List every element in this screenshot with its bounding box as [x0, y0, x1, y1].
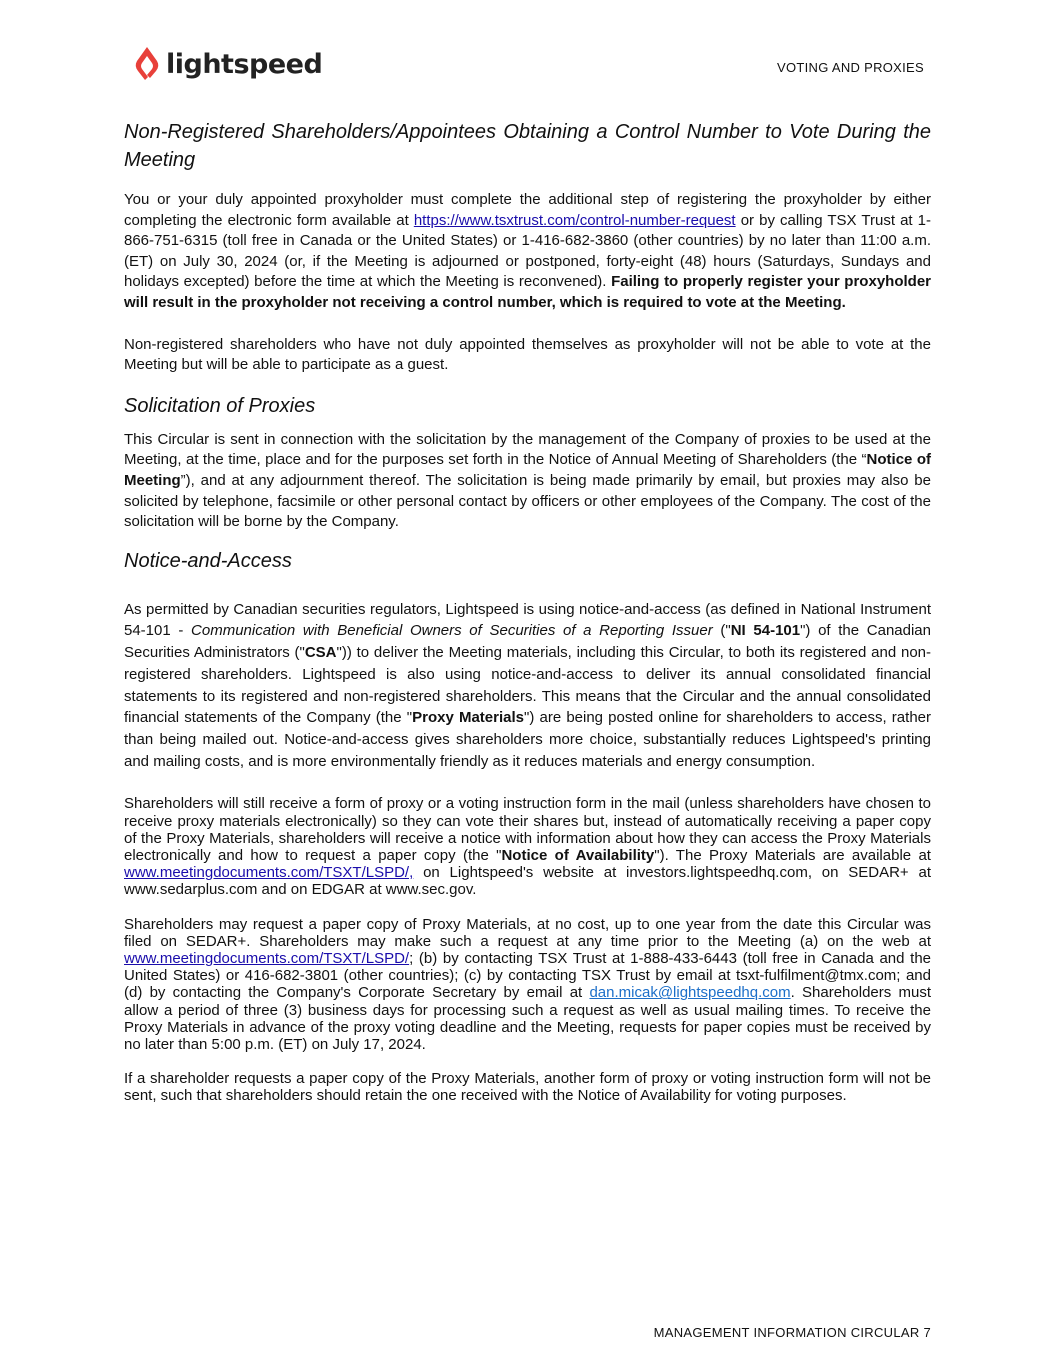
text: You or your duly appointed proxyholder must complete the additional step of registering the proxyholder by either completing the electronic form available at: [124, 191, 931, 229]
text: As permitted by Canadian securities regulators, Lightspeed is using notice-and-access (as defined in National Instrument 54-101 -: [124, 600, 931, 640]
text: Shareholders will still receive a form of proxy or a voting instruction form in the mail (unless shareholders have chosen to receive proxy materials electronically) so they can vote their shares but, instead of automatically receiving a paper copy of the Proxy Materials, shareholders will receive a notice with information about how they can access the Proxy Materials electronically and how to request a paper copy (the ": [124, 795, 931, 864]
text: "). The Proxy Materials are available at: [654, 846, 931, 864]
logo-wordmark: lightspeed: [166, 48, 323, 80]
text: ; (b) by contacting TSX Trust at 1-888-433-6443 (toll free in Canada and the United States) or 416-682-3801 (other countries); (c) by contacting TSX Trust by email at tsxt-fulfilment@tmx.com; and (d) by contacting the Company's Corporate Secretary by email at: [124, 949, 931, 1002]
lightspeed-logo: [134, 46, 322, 82]
text: or by calling TSX Trust at 1-866-751-6315 (toll free in Canada or the United States) or 1-416-682-3860 (other countries) by no later than 11:00 a.m. (ET) on July 30, 2024 (or, if the Meeting is adjourned or postponed, forty-eight (48) hours (Saturdays, Sundays and holidays excepted) before the time at which the Meeting is reconvened).: [124, 211, 932, 291]
bold-term: Notice of Availability: [501, 846, 655, 864]
document-body: [124, 118, 931, 1105]
text: . Shareholders must allow a period of three (3) business days for processing such a request as well as usual mailing times. To receive the Proxy Materials in advance of the proxy voting deadline and the Meeting, requests for paper copies must be received by no later than 5:00 p.m. (ET) on July 17, 2024.: [124, 984, 931, 1053]
flame-icon: [134, 46, 160, 82]
bold-warning: Failing to properly register your proxyholder will result in the proxyholder not receiving a control number, which is required to vote at the Meeting.: [124, 273, 931, 311]
text: ") are being posted online for shareholders to access, rather than being mailed out. Notice-and-access gives shareholders more choice, substantially reduces Lightspeed's printing and mailing costs, and is more environmentally friendly as it reduces materials and energy consumption.: [124, 709, 931, 770]
control-number-link[interactable]: https://www.tsxtrust.com/control-number-request: [413, 211, 736, 229]
secretary-email-link[interactable]: dan.micak@lightspeedhq.com: [589, 984, 791, 1002]
text: Shareholders may request a paper copy of Proxy Materials, at no cost, up to one year from the date this Circular was filed on SEDAR+. Shareholders may make such a request at any time prior to the Meeting (a) on the web at: [124, 915, 931, 950]
meeting-documents-link[interactable]: www.meetingdocuments.com/TSXT/LSPD/,: [124, 864, 414, 882]
page-footer: MANAGEMENT INFORMATION CIRCULAR 7: [653, 1325, 931, 1340]
bold-term: CSA: [304, 644, 337, 662]
italic-title: Communication with Beneficial Owners of Securities of a Reporting Issuer: [191, 622, 713, 640]
paragraph-availability: [124, 795, 931, 898]
paragraph-registration: [124, 190, 931, 314]
heading-notice-and-access: Notice-and-Access: [124, 549, 292, 572]
text: ") of the Canadian Securities Administrators (": [124, 622, 931, 662]
text: (": [712, 622, 731, 640]
text: ")) to deliver the Meeting materials, including this Circular, to both its registered and non-registered shareholders. Lightspeed is also using notice-and-access to deliver its annual consolidated financial statements to its registered and non-registered shareholders. This means that the Circular and the annual consolidated financial statements of the Company (the ": [124, 644, 932, 727]
text: This Circular is sent in connection with the solicitation by the management of the Company of proxies to be used at the Meeting, at the time, place and for the purposes set forth in the Notice of Annual Meeting of Shareholders (the “: [124, 430, 931, 469]
paragraph-solicitation: [124, 430, 931, 533]
paragraph-retain-form: If a shareholder requests a paper copy of the Proxy Materials, another form of proxy or voting instruction form will not be sent, such that shareholders should retain the one received with the Notice of Availability for voting purposes.: [124, 1070, 931, 1105]
bold-term: Notice of Meeting: [124, 451, 931, 489]
bold-term: Proxy Materials: [412, 709, 524, 727]
paragraph-paper-copy: [124, 916, 931, 1054]
text: on Lightspeed's website at investors.lightspeedhq.com, on SEDAR+ at www.sedarplus.com and on EDGAR at www.sec.gov.: [124, 864, 931, 899]
bold-term: NI 54-101: [730, 622, 801, 640]
paragraph-notice-access: [124, 599, 931, 773]
text: ”), and at any adjournment thereof. The solicitation is being made primarily by email, but proxies may also be solicited by telephone, facsimile or other personal contact by officers or other employees of the Company. The cost of the solicitation will be borne by the Company.: [124, 471, 931, 531]
meeting-documents-link[interactable]: www.meetingdocuments.com/TSXT/LSPD/: [124, 949, 410, 967]
section-header: VOTING AND PROXIES: [777, 60, 924, 75]
heading-control-number: Non-Registered Shareholders/Appointees Obtaining a Control Number to Vote During the Meeting: [124, 121, 931, 171]
heading-solicitation: Solicitation of Proxies: [124, 394, 316, 417]
paragraph-guest: Non-registered shareholders who have not duly appointed themselves as proxyholder will not be able to vote at the Meeting but will be able to participate as a guest.: [124, 335, 931, 374]
